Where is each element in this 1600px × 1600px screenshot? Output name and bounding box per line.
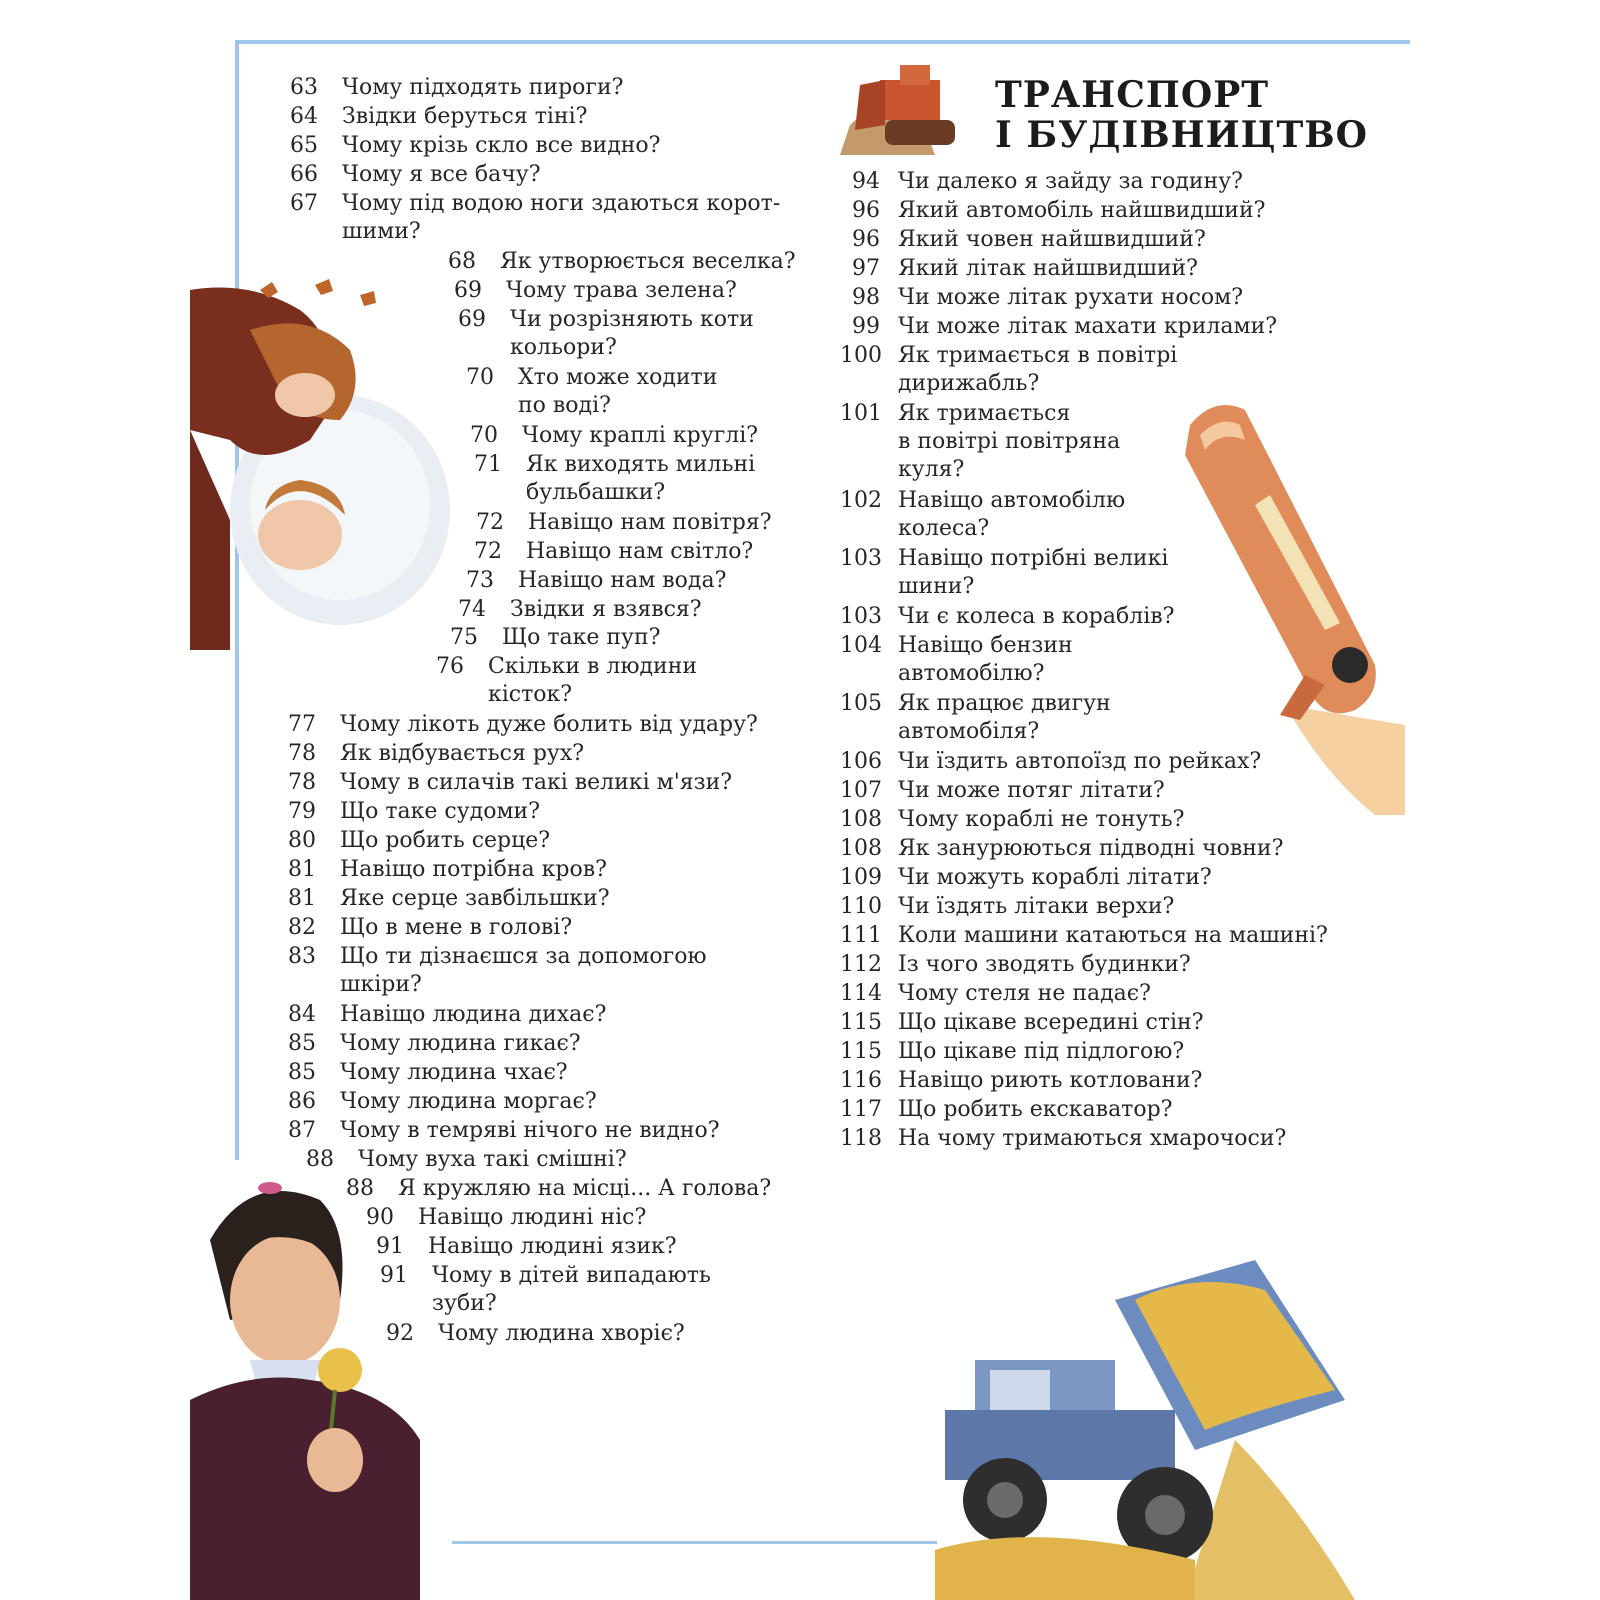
entry-question-line: Чи може літак махати крилами? [898,314,1278,339]
entry-question-line: Навіщо людині язик? [428,1234,677,1259]
entry-page-number: 87 [288,1118,316,1143]
section-title-line1: ТРАНСПОРТ [995,74,1270,116]
entry-question-line: зуби? [432,1291,497,1316]
entry-question-line: шини? [898,574,975,599]
entry-question [518,364,717,420]
entry-page-number: 91 [380,1263,408,1288]
entry-question [898,893,1174,921]
entry-question [342,132,660,160]
entry-page-number: 69 [458,307,486,332]
entry-question [510,596,702,624]
entry-question [898,226,1206,254]
entry-question [340,827,550,855]
entry-question-line: Як відбувається рух? [340,741,585,766]
entry-question-line: Чому людина моргає? [340,1089,597,1114]
entry-page-number: 109 [840,865,882,890]
entry-page-number: 66 [290,162,318,187]
entry-question-line: Чи їздить автопоїзд по рейках? [898,749,1262,774]
entry-question-line: Навіщо потрібні великі [898,546,1169,571]
entry-question-line: Чому людина гикає? [340,1031,581,1056]
entry-question-line: Чому я все бачу? [342,162,541,187]
entry-question-line: Чому в темряві нічого не видно? [340,1118,720,1143]
entry-question-line: Як утворюється веселка? [500,249,796,274]
entry-question [428,1233,677,1261]
entry-question-line: автомобіля? [898,719,1040,744]
entry-question [340,798,540,826]
entry-question-line: Як тримається в повітрі [898,343,1178,368]
entry-question-line: Чи може потяг літати? [898,778,1165,803]
entry-question [898,777,1165,805]
entry-question-line: Чи розрізняють коти [510,307,754,332]
entry-question [898,835,1283,863]
frame-border-top [235,40,1410,44]
entry-question [342,161,541,189]
entry-question-line: Навіщо риють котловани? [898,1068,1203,1093]
entry-question [340,856,607,884]
entry-page-number: 107 [840,778,882,803]
entry-page-number: 70 [466,365,494,390]
entry-question-line: кольори? [510,335,617,360]
entry-question [340,1030,581,1058]
entry-page-number: 118 [840,1126,882,1151]
entry-question-line: Хто може ходити [518,365,718,390]
frame-border-bottom [452,1541,937,1544]
entry-question [898,922,1328,950]
entry-page-number: 108 [840,807,882,832]
entry-question [340,1117,720,1145]
entry-page-number: 112 [840,952,882,977]
entry-question [510,306,754,362]
entry-question [898,951,1191,979]
entry-page-number: 117 [840,1097,882,1122]
entry-question [898,632,1073,688]
entry-page-number: 74 [458,597,486,622]
entry-question-line: Як виходять мильні [526,452,756,477]
entry-question [418,1204,646,1232]
entry-question [898,255,1198,283]
entry-question [488,653,697,709]
entry-page-number: 110 [840,894,882,919]
entry-question [898,313,1277,341]
entry-question [340,769,732,797]
entry-question [342,74,623,102]
entry-question-line: Чи можуть кораблі літати? [898,865,1212,890]
entry-page-number: 68 [448,249,476,274]
entry-question [898,806,1184,834]
entry-question [898,197,1265,225]
entry-page-number: 67 [290,191,318,216]
entry-page-number: 84 [288,1002,316,1027]
entry-page-number: 106 [840,749,882,774]
entry-page-number: 76 [436,654,464,679]
entry-question-line: Чому людина хворіє? [438,1321,685,1346]
entry-question-line: Яке серце завбільшки? [340,886,610,911]
girl-puddle-illustration [190,270,460,690]
entry-question-line: Як занурюються підводні човни? [898,836,1284,861]
entry-question-line: Чому крізь скло все видно? [342,133,661,158]
entry-question-line: На чому тримаються хмарочоси? [898,1126,1287,1151]
entry-question-line: в повітрі повітряна [898,429,1121,454]
entry-question-line: Коли машини катаються на машині? [898,923,1328,948]
entry-question-line: Навіщо нам вода? [518,568,727,593]
entry-question [342,190,780,246]
entry-question-line: Що таке судоми? [340,799,541,824]
entry-question-line: Чому під водою ноги здаються корот- [342,191,781,216]
entry-question-line: колеса? [898,516,990,541]
entry-question-line: Звідки я взявся? [510,597,702,622]
entry-question [438,1320,685,1348]
dump-truck-illustration [935,1260,1385,1600]
entry-question [398,1175,771,1203]
entry-question [898,1125,1286,1153]
entry-question [898,1009,1204,1037]
entry-question-line: бульбашки? [526,480,666,505]
entry-question-line: дирижабль? [898,371,1040,396]
entry-question-line: Чому лікоть дуже болить від удару? [340,712,758,737]
entry-question-line: Що таке пуп? [502,625,661,650]
entry-page-number: 92 [386,1321,414,1346]
entry-page-number: 90 [366,1205,394,1230]
entry-page-number: 65 [290,133,318,158]
entry-page-number: 72 [474,539,502,564]
entry-question [898,690,1111,746]
entry-question-line: Як тримається [898,401,1071,426]
entry-question-line: Чому кораблі не тонуть? [898,807,1185,832]
entry-question-line: Чи їздять літаки верхи? [898,894,1175,919]
entry-question [342,103,587,131]
entry-page-number: 77 [288,712,316,737]
entry-page-number: 81 [288,886,316,911]
entry-page-number: 105 [840,691,882,716]
entry-question [898,1038,1184,1066]
entry-question-line: Як працює двигун [898,691,1111,716]
entry-page-number: 88 [306,1147,334,1172]
entry-question [526,538,753,566]
entry-page-number: 79 [288,799,316,824]
entry-question-line: Звідки беруться тіні? [342,104,588,129]
entry-question-line: Навіщо нам повітря? [528,510,772,535]
entry-page-number: 80 [288,828,316,853]
entry-page-number: 70 [470,423,498,448]
entry-question-line: Що в мене в голові? [340,915,573,940]
entry-question-line: Навіщо людина дихає? [340,1002,607,1027]
entry-question-line: Який автомобіль найшвидший? [898,198,1266,223]
entry-question-line: Що робить екскаватор? [898,1097,1173,1122]
entry-page-number: 98 [852,285,880,310]
entry-question-line: Який човен найшвидший? [898,227,1206,252]
entry-question-line: Навіщо нам світло? [526,539,754,564]
entry-question-line: автомобілю? [898,661,1045,686]
entry-question [340,1088,597,1116]
entry-question [898,1067,1202,1095]
entry-question [358,1146,627,1174]
entry-page-number: 116 [840,1068,882,1093]
entry-page-number: 64 [290,104,318,129]
entry-page-number: 88 [346,1176,374,1201]
entry-question-line: Чому в дітей випадають [432,1263,711,1288]
entry-question-line: Чи може літак рухати носом? [898,285,1244,310]
entry-question [522,422,758,450]
entry-page-number: 83 [288,944,316,969]
entry-question [898,284,1243,312]
entry-page-number: 72 [476,510,504,535]
entry-page-number: 86 [288,1089,316,1114]
entry-question-line: Чому стеля не падає? [898,981,1151,1006]
entry-question [898,603,1174,631]
entry-page-number: 100 [840,343,882,368]
entry-question [502,624,660,652]
entry-question-line: шими? [342,219,421,244]
entry-question-line: Навіщо бензин [898,633,1073,658]
entry-page-number: 73 [466,568,494,593]
entry-question-line: Чому людина чхає? [340,1060,568,1085]
entry-question-line: Чому в силачів такі великі м'язи? [340,770,733,795]
entry-page-number: 75 [450,625,478,650]
entry-question [898,1096,1172,1124]
entry-question [898,342,1177,398]
entry-question-line: Чи далеко я зайду за годину? [898,169,1243,194]
entry-question [898,400,1120,484]
entry-question-line: Я кружляю на місці... А голова? [398,1176,772,1201]
entry-question-line: Чому краплі круглі? [522,423,759,448]
entry-question-line: Навіщо потрібна кров? [340,857,607,882]
entry-question [340,740,584,768]
entry-question-line: Що цікаве всередині стін? [898,1010,1204,1035]
entry-question-line: Навіщо автомобілю [898,488,1126,513]
entry-page-number: 71 [474,452,502,477]
entry-question-line: Що ти дізнаєшся за допомогою [340,944,707,969]
entry-page-number: 81 [288,857,316,882]
entry-question [898,864,1212,892]
entry-question-line: шкіри? [340,972,422,997]
entry-question-line: Скільки в людини [488,654,698,679]
bulldozer-illustration [840,55,970,160]
entry-question [518,567,726,595]
entry-page-number: 102 [840,488,882,513]
entry-page-number: 85 [288,1031,316,1056]
entry-question-line: Навіщо людині ніс? [418,1205,647,1230]
entry-page-number: 104 [840,633,882,658]
entry-page-number: 99 [852,314,880,339]
entry-page-number: 94 [852,169,880,194]
section-title-line2: І БУДІВНИЦТВО [995,114,1369,156]
entry-page-number: 78 [288,770,316,795]
entry-question-line: Чи є колеса в кораблів? [898,604,1175,629]
entry-page-number: 78 [288,741,316,766]
entry-question [340,1059,568,1087]
entry-question [898,545,1168,601]
entry-page-number: 103 [840,546,882,571]
entry-question [340,943,707,999]
entry-question [432,1262,711,1318]
entry-question-line: Чому вуха такі смішні? [358,1147,627,1172]
entry-question-line: куля? [898,457,965,482]
entry-page-number: 114 [840,981,882,1006]
entry-page-number: 97 [852,256,880,281]
entry-page-number: 69 [454,278,482,303]
entry-page-number: 101 [840,401,882,426]
section-heading [995,75,1368,155]
entry-question [500,248,796,276]
entry-question-line: Який літак найшвидший? [898,256,1198,281]
entry-page-number: 82 [288,915,316,940]
entry-page-number: 103 [840,604,882,629]
entry-page-number: 96 [852,227,880,252]
entry-page-number: 115 [840,1010,882,1035]
entry-page-number: 96 [852,198,880,223]
entry-question-line: Що робить серце? [340,828,551,853]
entry-question [340,885,610,913]
entry-question [340,711,758,739]
entry-question [340,1001,606,1029]
entry-page-number: 115 [840,1039,882,1064]
entry-question [898,748,1261,776]
entry-question [898,168,1243,196]
entry-question [526,451,755,507]
entry-question-line: Із чого зводять будинки? [898,952,1191,977]
entry-question-line: кісток? [488,682,573,707]
entry-question [528,509,772,537]
entry-question-line: Чому підходять пироги? [342,75,624,100]
entry-question-line: по воді? [518,393,611,418]
entry-question-line: Чому трава зелена? [506,278,737,303]
entry-page-number: 63 [290,75,318,100]
entry-question [340,914,572,942]
entry-page-number: 111 [840,923,882,948]
entry-question [898,980,1151,1008]
entry-page-number: 85 [288,1060,316,1085]
entry-page-number: 108 [840,836,882,861]
entry-question [898,487,1125,543]
entry-page-number: 91 [376,1234,404,1259]
entry-question-line: Що цікаве під підлогою? [898,1039,1185,1064]
entry-question [506,277,737,305]
